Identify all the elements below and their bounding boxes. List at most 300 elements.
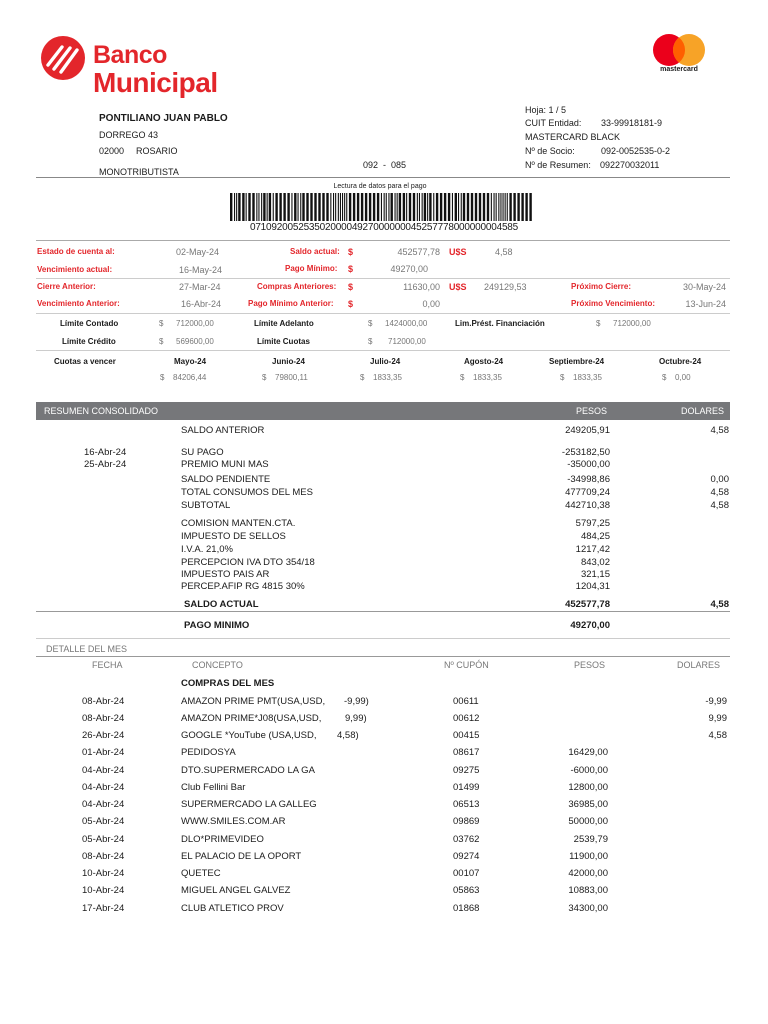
barcode-bar bbox=[252, 193, 254, 221]
socio-label: Nº de Socio: bbox=[525, 146, 575, 156]
cuota-month: Agosto-24 bbox=[464, 357, 504, 366]
divider bbox=[36, 278, 730, 279]
barcode-bar bbox=[399, 193, 401, 221]
cuit-value: 33-99918181-9 bbox=[601, 118, 663, 128]
resumen-concepto: I.V.A. 21,0% bbox=[181, 544, 233, 555]
resumen-pesos: -35000,00 bbox=[567, 459, 610, 470]
detalle-concepto: PEDIDOSYA bbox=[181, 747, 236, 758]
resumen-dolares bbox=[650, 517, 729, 531]
limite-contado-label: Límite Contado bbox=[60, 319, 119, 328]
detalle-concepto: EL PALACIO DE LA OPORT bbox=[181, 851, 302, 862]
barcode-bar bbox=[261, 193, 262, 221]
barcode-bar bbox=[357, 193, 359, 221]
detalle-cupon: 06513 bbox=[453, 799, 480, 810]
resumen-concepto: SU PAGO bbox=[181, 447, 224, 458]
detalle-concepto: WWW.SMILES.COM.AR bbox=[181, 816, 286, 827]
barcode-bar bbox=[525, 193, 527, 221]
venc-value: 16-May-24 bbox=[179, 265, 223, 275]
detalle-fecha: 10-Abr-24 bbox=[82, 868, 125, 879]
detalle-cupon: 01499 bbox=[453, 782, 480, 793]
detalle-fecha: 01-Abr-24 bbox=[82, 747, 125, 758]
barcode-bar bbox=[322, 193, 324, 221]
resumen-value: 092270032011 bbox=[600, 160, 660, 170]
divider bbox=[36, 638, 730, 639]
detalle-col-dolares: DOLARES bbox=[677, 660, 721, 670]
cuota-currency: $ bbox=[662, 373, 667, 382]
detalle-concepto: CLUB ATLETICO PROV bbox=[181, 903, 284, 914]
prox-venc-value: 13-Jun-24 bbox=[685, 299, 726, 309]
resumen-dolares: 4,58 bbox=[710, 500, 729, 511]
detalle-fecha: 08-Abr-24 bbox=[82, 851, 125, 862]
detalle-concepto: AMAZON PRIME PMT(USA,USD, bbox=[181, 696, 326, 707]
barcode-bar bbox=[340, 193, 341, 221]
resumen-pesos: 321,15 bbox=[580, 569, 610, 580]
cuit-label: CUIT Entidad: bbox=[525, 118, 582, 128]
barcode-bar bbox=[361, 193, 363, 221]
detalle-concepto: DLO*PRIMEVIDEO bbox=[181, 834, 264, 845]
barcode-bar bbox=[377, 193, 379, 221]
detalle-col-pesos: PESOS bbox=[574, 660, 606, 670]
detalle-cupon: 01868 bbox=[453, 903, 480, 914]
resumen-pesos: 477709,24 bbox=[565, 487, 610, 498]
barcode-bar bbox=[424, 193, 426, 221]
venc-label: Vencimiento actual: bbox=[37, 265, 113, 274]
detalle-pesos: 50000,00 bbox=[568, 816, 608, 827]
resumen-fecha: 25-Abr-24 bbox=[84, 459, 127, 470]
barcode-bar bbox=[326, 193, 328, 221]
barcode-bar bbox=[521, 193, 523, 221]
detalle-cupon: 00611 bbox=[453, 696, 479, 707]
cuota-currency: $ bbox=[360, 373, 365, 382]
cuota-month: Octubre-24 bbox=[659, 357, 702, 366]
barcode-bar bbox=[287, 193, 289, 221]
resumen-pesos: 249205,91 bbox=[565, 425, 610, 436]
pago-min-ant-currency: $ bbox=[348, 299, 354, 309]
barcode-bar bbox=[318, 193, 320, 221]
barcode-bar bbox=[238, 193, 240, 221]
barcode-bar bbox=[403, 193, 405, 221]
barcode-caption: Lectura de datos para el pago bbox=[333, 183, 427, 190]
detalle-fecha: 04-Abr-24 bbox=[82, 765, 125, 776]
cuota-value: 1833,35 bbox=[373, 373, 402, 382]
barcode-bar bbox=[452, 193, 453, 221]
bank-name-line2: Municipal bbox=[93, 67, 218, 98]
saldo-actual-pesos: 452577,78 bbox=[565, 599, 610, 610]
limite-credito-value: 569600,00 bbox=[176, 337, 214, 346]
divider bbox=[36, 177, 730, 178]
pago-minimo-label: PAGO MINIMO bbox=[184, 620, 250, 631]
cuota-value: 1833,35 bbox=[473, 373, 502, 382]
barcode-bar bbox=[298, 193, 299, 221]
limite-adelanto-value: 1424000,00 bbox=[385, 319, 428, 328]
barcode-bar bbox=[314, 193, 316, 221]
barcode-bar bbox=[302, 193, 304, 221]
detalle-dolares bbox=[650, 764, 727, 778]
venc-ant-label: Vencimiento Anterior: bbox=[37, 299, 120, 308]
barcode-bar bbox=[513, 193, 515, 221]
client-category: MONOTRIBUTISTA bbox=[99, 167, 179, 177]
resumen-dolares bbox=[650, 580, 729, 594]
resumen-col-dolares: DOLARES bbox=[681, 406, 725, 416]
barcode-bar bbox=[342, 193, 343, 221]
detalle-cupon: 08617 bbox=[453, 747, 480, 758]
resumen-label: Nº de Resumen: bbox=[525, 160, 591, 170]
cuota-month: Mayo-24 bbox=[174, 357, 207, 366]
pago-min-value: 49270,00 bbox=[390, 264, 428, 274]
detalle-dolares: 9,99 bbox=[708, 713, 727, 724]
barcode-bar bbox=[429, 193, 431, 221]
detalle-dolares bbox=[650, 746, 727, 760]
barcode-bar bbox=[330, 193, 331, 221]
detalle-cupon: 00107 bbox=[453, 868, 480, 879]
limite-credito-currency: $ bbox=[159, 337, 164, 346]
divider bbox=[36, 656, 730, 657]
detalle-concepto: DTO.SUPERMERCADO LA GA bbox=[181, 765, 315, 776]
detalle-usd-amount: 9,99) bbox=[345, 713, 367, 724]
barcode-bar bbox=[346, 193, 347, 221]
compras-ant-currency: $ bbox=[348, 282, 354, 292]
prox-cierre-value: 30-May-24 bbox=[682, 282, 726, 292]
detalle-fecha: 10-Abr-24 bbox=[82, 885, 125, 896]
divider bbox=[36, 240, 730, 241]
estado-value: 02-May-24 bbox=[176, 247, 220, 257]
detalle-dolares: 4,58 bbox=[708, 730, 727, 741]
detalle-pesos bbox=[520, 695, 608, 709]
resumen-pesos: 442710,38 bbox=[565, 500, 610, 511]
barcode-bar bbox=[444, 193, 446, 221]
resumen-dolares bbox=[650, 530, 729, 544]
barcode-bar bbox=[517, 193, 519, 221]
barcode-bar bbox=[248, 193, 250, 221]
barcode-bar bbox=[258, 193, 259, 221]
detalle-dolares bbox=[650, 815, 727, 829]
barcode-bar bbox=[413, 193, 415, 221]
barcode-bar bbox=[365, 193, 367, 221]
limite-prestamo-currency: $ bbox=[596, 319, 601, 328]
barcode-bar bbox=[496, 193, 497, 221]
resumen-concepto: PERCEPCION IVA DTO 354/18 bbox=[181, 557, 315, 568]
barcode-bar bbox=[242, 193, 244, 221]
card-type: MASTERCARD BLACK bbox=[525, 132, 621, 142]
cuota-value: 79800,11 bbox=[275, 373, 308, 382]
detalle-dolares bbox=[650, 867, 727, 881]
detalle-dolares bbox=[650, 833, 727, 847]
limite-cuotas-label: Límite Cuotas bbox=[257, 337, 310, 346]
barcode-bar bbox=[234, 193, 235, 221]
barcode-bar bbox=[236, 193, 237, 221]
detalle-fecha: 05-Abr-24 bbox=[82, 816, 125, 827]
detalle-pesos: 12800,00 bbox=[568, 782, 608, 793]
barcode-bar bbox=[491, 193, 492, 221]
barcode-bar bbox=[458, 193, 459, 221]
limite-prestamo-value: 712000,00 bbox=[613, 319, 651, 328]
barcode-bar bbox=[373, 193, 375, 221]
resumen-header: RESUMEN CONSOLIDADO bbox=[44, 406, 159, 416]
detalle-fecha: 17-Abr-24 bbox=[82, 903, 125, 914]
pago-minimo-pesos: 49270,00 bbox=[570, 620, 610, 631]
pago-min-ant-label: Pago Mínimo Anterior: bbox=[248, 299, 334, 308]
barcode-bar bbox=[436, 193, 438, 221]
resumen-pesos: 843,02 bbox=[580, 557, 610, 568]
detalle-pesos: 36985,00 bbox=[568, 799, 608, 810]
resumen-dolares: 0,00 bbox=[710, 474, 729, 485]
detalle-fecha: 26-Abr-24 bbox=[82, 730, 125, 741]
barcode-bar bbox=[503, 193, 504, 221]
barcode-bar bbox=[487, 193, 489, 221]
barcode-number: 07109200525350200004927000000045257778000000004585 bbox=[249, 222, 519, 233]
barcode-bar bbox=[269, 193, 271, 221]
resumen-header-bar bbox=[36, 402, 730, 420]
detalle-concepto: Club Fellini Bar bbox=[181, 782, 246, 793]
client-street: DORREGO 43 bbox=[99, 130, 159, 140]
detalle-pesos bbox=[520, 712, 608, 726]
page-indicator: Hoja: 1 / 5 bbox=[525, 105, 567, 115]
socio-value: 092-0052535-0-2 bbox=[601, 146, 671, 156]
barcode-bar bbox=[419, 193, 420, 221]
barcode-bar bbox=[422, 193, 423, 221]
barcode-bar bbox=[409, 193, 411, 221]
cierre-ant-value: 27-Mar-24 bbox=[179, 282, 221, 292]
barcode-bar bbox=[344, 193, 345, 221]
barcode-bar bbox=[483, 193, 485, 221]
saldo-actual-dolares: 4,58 bbox=[710, 599, 729, 610]
client-city: ROSARIO bbox=[136, 146, 178, 156]
limite-contado-value: 712000,00 bbox=[176, 319, 214, 328]
cuota-currency: $ bbox=[160, 373, 165, 382]
resumen-pesos: 1204,31 bbox=[575, 581, 610, 592]
detalle-fecha: 08-Abr-24 bbox=[82, 713, 125, 724]
detalle-cupon: 09274 bbox=[453, 851, 480, 862]
limite-contado-currency: $ bbox=[159, 319, 164, 328]
resumen-concepto: SUBTOTAL bbox=[181, 500, 231, 511]
limite-adelanto-currency: $ bbox=[368, 319, 373, 328]
resumen-concepto: IMPUESTO DE SELLOS bbox=[181, 531, 286, 542]
barcode-bar bbox=[440, 193, 442, 221]
detalle-pesos: 11900,00 bbox=[569, 851, 608, 862]
resumen-dolares bbox=[650, 543, 729, 557]
pago-min-currency: $ bbox=[348, 264, 354, 274]
cuota-currency: $ bbox=[560, 373, 565, 382]
saldo-label: Saldo actual: bbox=[290, 247, 340, 256]
detalle-fecha: 08-Abr-24 bbox=[82, 696, 125, 707]
limite-cuotas-currency: $ bbox=[368, 337, 373, 346]
resumen-concepto: SALDO ANTERIOR bbox=[181, 425, 265, 436]
detalle-cupon: 09275 bbox=[453, 765, 480, 776]
barcode-bar bbox=[381, 193, 382, 221]
estado-label: Estado de cuenta al: bbox=[37, 247, 115, 256]
barcode-bar bbox=[335, 193, 336, 221]
bank-logo-icon bbox=[40, 35, 86, 81]
cuota-currency: $ bbox=[262, 373, 267, 382]
barcode-bar bbox=[448, 193, 450, 221]
detalle-cupon: 09869 bbox=[453, 816, 480, 827]
barcode-bar bbox=[369, 193, 371, 221]
barcode-bar bbox=[384, 193, 385, 221]
detalle-usd-amount: 4,58) bbox=[337, 730, 359, 741]
barcode-bar bbox=[427, 193, 428, 221]
barcode-bar bbox=[461, 193, 462, 221]
barcode-bar bbox=[300, 193, 301, 221]
detalle-col-fecha: FECHA bbox=[92, 660, 123, 670]
pago-min-ant-value: 0,00 bbox=[422, 299, 440, 309]
barcode-bar bbox=[529, 193, 531, 221]
barcode-bar bbox=[498, 193, 499, 221]
divider bbox=[36, 313, 730, 314]
detalle-fecha: 04-Abr-24 bbox=[82, 782, 125, 793]
bank-name-line1: Banco bbox=[93, 41, 167, 69]
barcode-bar bbox=[500, 193, 501, 221]
barcode-bar bbox=[509, 193, 511, 221]
barcode-bar bbox=[475, 193, 477, 221]
barcode-bar bbox=[306, 193, 308, 221]
saldo-currency: $ bbox=[348, 247, 354, 257]
limite-credito-label: Límite Crédito bbox=[62, 337, 116, 346]
detalle-dolares bbox=[650, 798, 727, 812]
detalle-fecha: 04-Abr-24 bbox=[82, 799, 125, 810]
cuota-month: Julio-24 bbox=[370, 357, 401, 366]
detalle-pesos: 10883,00 bbox=[568, 885, 608, 896]
divider bbox=[36, 350, 730, 351]
limite-prestamo-label: Lim.Prést. Financiación bbox=[455, 319, 545, 328]
resumen-concepto: PERCEP.AFIP RG 4815 30% bbox=[181, 581, 305, 592]
barcode-bar bbox=[397, 193, 398, 221]
compras-ant-ars: 11630,00 bbox=[403, 282, 440, 292]
detalle-section-title: COMPRAS DEL MES bbox=[181, 678, 275, 689]
resumen-pesos: 5797,25 bbox=[575, 518, 610, 529]
detalle-pesos: 42000,00 bbox=[568, 868, 608, 879]
resumen-concepto: TOTAL CONSUMOS DEL MES bbox=[181, 487, 313, 498]
barcode-bar bbox=[338, 193, 339, 221]
detalle-concepto: MIGUEL ANGEL GALVEZ bbox=[181, 885, 291, 896]
barcode-bar bbox=[256, 193, 257, 221]
barcode-bar bbox=[294, 193, 296, 221]
resumen-concepto: COMISION MANTEN.CTA. bbox=[181, 518, 296, 529]
limite-adelanto-label: Límite Adelanto bbox=[254, 319, 314, 328]
barcode-bar bbox=[275, 193, 277, 221]
barcode-bar bbox=[507, 193, 508, 221]
prox-venc-label: Próximo Vencimiento: bbox=[571, 299, 656, 308]
detalle-dolares bbox=[650, 781, 727, 795]
detalle-concepto: AMAZON PRIME*J08(USA,USD, bbox=[181, 713, 322, 724]
prox-cierre-label: Próximo Cierre: bbox=[571, 282, 632, 291]
barcode-bar bbox=[273, 193, 274, 221]
cierre-ant-label: Cierre Anterior: bbox=[37, 282, 96, 291]
barcode-bar bbox=[391, 193, 393, 221]
branch-code: 092 - 085 bbox=[363, 160, 407, 170]
compras-ant-usd: 249129,53 bbox=[484, 282, 527, 292]
detalle-header: DETALLE DEL MES bbox=[46, 644, 128, 654]
barcode-bar bbox=[386, 193, 387, 221]
detalle-usd-amount: -9,99) bbox=[344, 696, 369, 707]
barcode-bar bbox=[494, 193, 495, 221]
barcode-bar bbox=[417, 193, 418, 221]
detalle-fecha: 05-Abr-24 bbox=[82, 834, 125, 845]
barcode-bar bbox=[388, 193, 389, 221]
detalle-cupon: 03762 bbox=[453, 834, 480, 845]
detalle-dolares bbox=[650, 902, 727, 916]
limite-cuotas-value: 712000,00 bbox=[388, 337, 426, 346]
barcode-bar bbox=[395, 193, 396, 221]
detalle-dolares bbox=[650, 850, 727, 864]
cuota-value: 84206,44 bbox=[173, 373, 207, 382]
barcode-bar bbox=[246, 193, 247, 221]
barcode-bar bbox=[310, 193, 312, 221]
saldo-ars: 452577,78 bbox=[397, 247, 440, 257]
detalle-cupon: 00612 bbox=[453, 713, 480, 724]
resumen-pesos: 484,25 bbox=[580, 531, 610, 542]
barcode-bar bbox=[471, 193, 473, 221]
detalle-dolares: -9,99 bbox=[705, 696, 727, 707]
resumen-concepto: PREMIO MUNI MAS bbox=[181, 459, 269, 470]
detalle-concepto: SUPERMERCADO LA GALLEG bbox=[181, 799, 317, 810]
resumen-concepto: IMPUESTO PAIS AR bbox=[181, 569, 270, 580]
cuota-value: 1833,35 bbox=[573, 373, 602, 382]
barcode-bar bbox=[267, 193, 268, 221]
venc-ant-value: 16-Abr-24 bbox=[181, 299, 222, 309]
detalle-concepto: GOOGLE *YouTube (USA,USD, bbox=[181, 730, 317, 741]
detalle-cupon: 00415 bbox=[453, 730, 480, 741]
saldo-actual-label: SALDO ACTUAL bbox=[184, 599, 259, 610]
compras-ant-usd-currency: U$S bbox=[449, 282, 467, 292]
resumen-concepto: SALDO PENDIENTE bbox=[181, 474, 271, 485]
barcode-bar bbox=[463, 193, 465, 221]
detalle-pesos bbox=[520, 729, 608, 743]
cuota-value: 0,00 bbox=[675, 373, 691, 382]
cuota-currency: $ bbox=[460, 373, 465, 382]
barcode-bar bbox=[433, 193, 434, 221]
divider bbox=[36, 611, 730, 612]
resumen-dolares: 4,58 bbox=[710, 487, 729, 498]
client-name: PONTILIANO JUAN PABLO bbox=[99, 113, 228, 124]
detalle-pesos: 34300,00 bbox=[568, 903, 608, 914]
barcode-bar bbox=[230, 193, 232, 221]
detalle-pesos: 2539,79 bbox=[573, 834, 608, 845]
client-zip: 02000 bbox=[99, 146, 125, 156]
cuota-month: Septiembre-24 bbox=[549, 357, 605, 366]
resumen-fecha: 16-Abr-24 bbox=[84, 447, 127, 458]
barcode-bar bbox=[349, 193, 351, 221]
detalle-dolares bbox=[650, 884, 727, 898]
mastercard-icon bbox=[651, 33, 707, 67]
barcode-bar bbox=[467, 193, 469, 221]
pago-min-label: Pago Mínimo: bbox=[285, 264, 338, 273]
barcode bbox=[230, 193, 534, 221]
saldo-usd-currency: U$S bbox=[449, 247, 467, 257]
detalle-pesos: 16429,00 bbox=[568, 747, 608, 758]
cuota-month: Junio-24 bbox=[272, 357, 305, 366]
detalle-concepto: QUETEC bbox=[181, 868, 221, 879]
barcode-bar bbox=[291, 193, 292, 221]
mastercard-label: mastercard bbox=[660, 66, 698, 73]
barcode-bar bbox=[505, 193, 506, 221]
cuotas-label: Cuotas a vencer bbox=[54, 357, 116, 366]
barcode-bar bbox=[279, 193, 281, 221]
barcode-bar bbox=[479, 193, 481, 221]
barcode-bar bbox=[406, 193, 407, 221]
saldo-usd: 4,58 bbox=[495, 247, 513, 257]
barcode-bar bbox=[455, 193, 457, 221]
resumen-col-pesos: PESOS bbox=[576, 406, 608, 416]
barcode-bar bbox=[263, 193, 265, 221]
detalle-col-concepto: CONCEPTO bbox=[192, 660, 243, 670]
detalle-col-cupon: Nº CUPÓN bbox=[444, 660, 489, 670]
detalle-cupon: 05863 bbox=[453, 885, 480, 896]
resumen-pesos: -253182,50 bbox=[561, 447, 610, 458]
detalle-pesos: -6000,00 bbox=[570, 765, 608, 776]
compras-ant-label: Compras Anteriores: bbox=[257, 282, 337, 291]
resumen-pesos: -34998,86 bbox=[567, 474, 610, 485]
resumen-pesos: 1217,42 bbox=[575, 544, 610, 555]
